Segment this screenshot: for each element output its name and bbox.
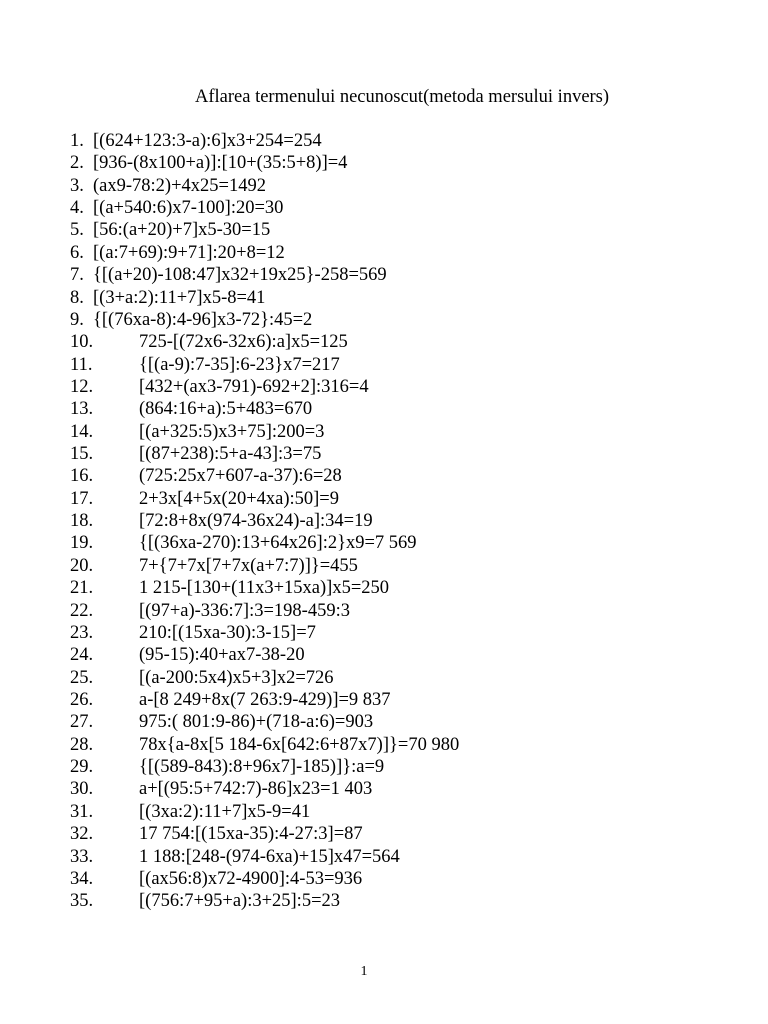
problem-number: 20. <box>70 555 94 576</box>
problem-expression: 17 754:[(15xa-35):4-27:3]=87 <box>139 824 363 845</box>
problem-expression: 210:[(15xa-30):3-15]=7 <box>139 622 316 643</box>
problem-number: 35. <box>70 891 94 912</box>
problem-expression: 1 215-[130+(11x3+15xa)]x5=250 <box>139 578 390 599</box>
problem-expression: (ax9-78:2)+4x25=1492 <box>93 175 266 196</box>
problem-expression: {[(a+20)-108:47]x32+19x25}-258=569 <box>93 265 387 286</box>
problem-expression: 1 188:[248-(974-6xa)+15]x47=564 <box>139 846 400 867</box>
problem-number: 30. <box>70 779 94 800</box>
problem-number: 33. <box>70 846 94 867</box>
problem-number: 7. <box>70 265 84 286</box>
problem-expression: [(97+a)-336:7]:3=198-459:3 <box>139 600 350 621</box>
problem-number: 31. <box>70 801 94 822</box>
problem-number: 32. <box>70 824 94 845</box>
problem-expression: [(3+a:2):11+7]x5-8=41 <box>93 287 266 308</box>
problem-number: 28. <box>70 734 94 755</box>
problem-number: 6. <box>70 242 84 263</box>
problem-number: 27. <box>70 712 94 733</box>
problem-number: 11. <box>70 354 93 375</box>
problem-expression: [(a+540:6)x7-100]:20=30 <box>93 198 284 219</box>
problem-number: 10. <box>70 332 94 353</box>
problem-expression: 725-[(72x6-32x6):a]x5=125 <box>139 332 348 353</box>
problem-number: 19. <box>70 533 94 554</box>
problem-number: 34. <box>70 868 94 889</box>
problem-expression: [56:(a+20)+7]x5-30=15 <box>93 220 271 241</box>
problem-number: 14. <box>70 421 94 442</box>
problem-number: 18. <box>70 511 94 532</box>
problem-number: 12. <box>70 376 94 397</box>
problem-number: 3. <box>70 175 84 196</box>
problem-expression: (725:25x7+607-a-37):6=28 <box>139 466 342 487</box>
problem-number: 15. <box>70 444 94 465</box>
problem-number: 26. <box>70 689 94 710</box>
problem-number: 21. <box>70 578 94 599</box>
problem-expression: [(a-200:5x4)x5+3]x2=726 <box>139 667 334 688</box>
problem-expression: {[(76xa-8):4-96]x3-72}:45=2 <box>93 309 313 330</box>
problem-expression: [432+(ax3-791)-692+2]:316=4 <box>139 376 369 397</box>
problem-expression: [(756:7+95+a):3+25]:5=23 <box>139 891 341 912</box>
page-number: 1 <box>360 964 368 979</box>
problem-expression: [(3xa:2):11+7]x5-9=41 <box>139 801 311 822</box>
problem-expression: [(ax56:8)x72-4900]:4-53=936 <box>139 868 363 889</box>
problem-number: 9. <box>70 309 84 330</box>
problem-expression: [(624+123:3-a):6]x3+254=254 <box>93 131 322 151</box>
problem-number: 4. <box>70 198 84 219</box>
problem-number: 23. <box>70 622 94 643</box>
page-title: Aflarea termenului necunoscut(metoda mersului invers) <box>195 87 610 107</box>
problem-number: 22. <box>70 600 94 621</box>
problem-expression: {[(36xa-270):13+64x26]:2}x9=7 569 <box>139 533 417 554</box>
problem-expression: [(a:7+69):9+71]:20+8=12 <box>93 242 285 263</box>
problem-number: 25. <box>70 667 94 688</box>
problem-number: 8. <box>70 287 84 308</box>
problem-expression: a-[8 249+8x(7 263:9-429)]=9 837 <box>139 689 391 710</box>
problem-expression: [(87+238):5+a-43]:3=75 <box>139 444 322 465</box>
problem-expression: {[(589-843):8+96x7]-185)]}:a=9 <box>139 757 385 778</box>
problem-number: 24. <box>70 645 94 666</box>
problem-number: 29. <box>70 757 94 778</box>
problem-expression: 7+{7+7x[7+7x(a+7:7)]}=455 <box>139 555 358 576</box>
problem-expression: 2+3x[4+5x(20+4xa):50]=9 <box>139 488 339 509</box>
problem-expression: (864:16+a):5+483=670 <box>139 399 313 420</box>
problem-expression: [(a+325:5)x3+75]:200=3 <box>139 421 325 442</box>
problem-number: 13. <box>70 399 94 420</box>
problem-expression: a+[(95:5+742:7)-86]x23=1 403 <box>139 779 373 800</box>
problem-expression: [936-(8x100+a)]:[10+(35:5+8)]=4 <box>93 153 348 174</box>
problem-number: 1. <box>70 131 84 151</box>
problem-expression: 78x{a-8x[5 184-6x[642:6+87x7)]}=70 980 <box>139 734 460 755</box>
problem-expression: (95-15):40+ax7-38-20 <box>139 645 305 666</box>
problem-expression: {[(a-9):7-35]:6-23}x7=217 <box>139 354 340 375</box>
problem-number: 17. <box>70 488 94 509</box>
problem-number: 16. <box>70 466 94 487</box>
problem-number: 5. <box>70 220 84 241</box>
problem-number: 2. <box>70 153 84 174</box>
problem-expression: [72:8+8x(974-36x24)-a]:34=19 <box>139 511 373 532</box>
problem-expression: 975:( 801:9-86)+(718-a:6)=903 <box>139 712 374 733</box>
